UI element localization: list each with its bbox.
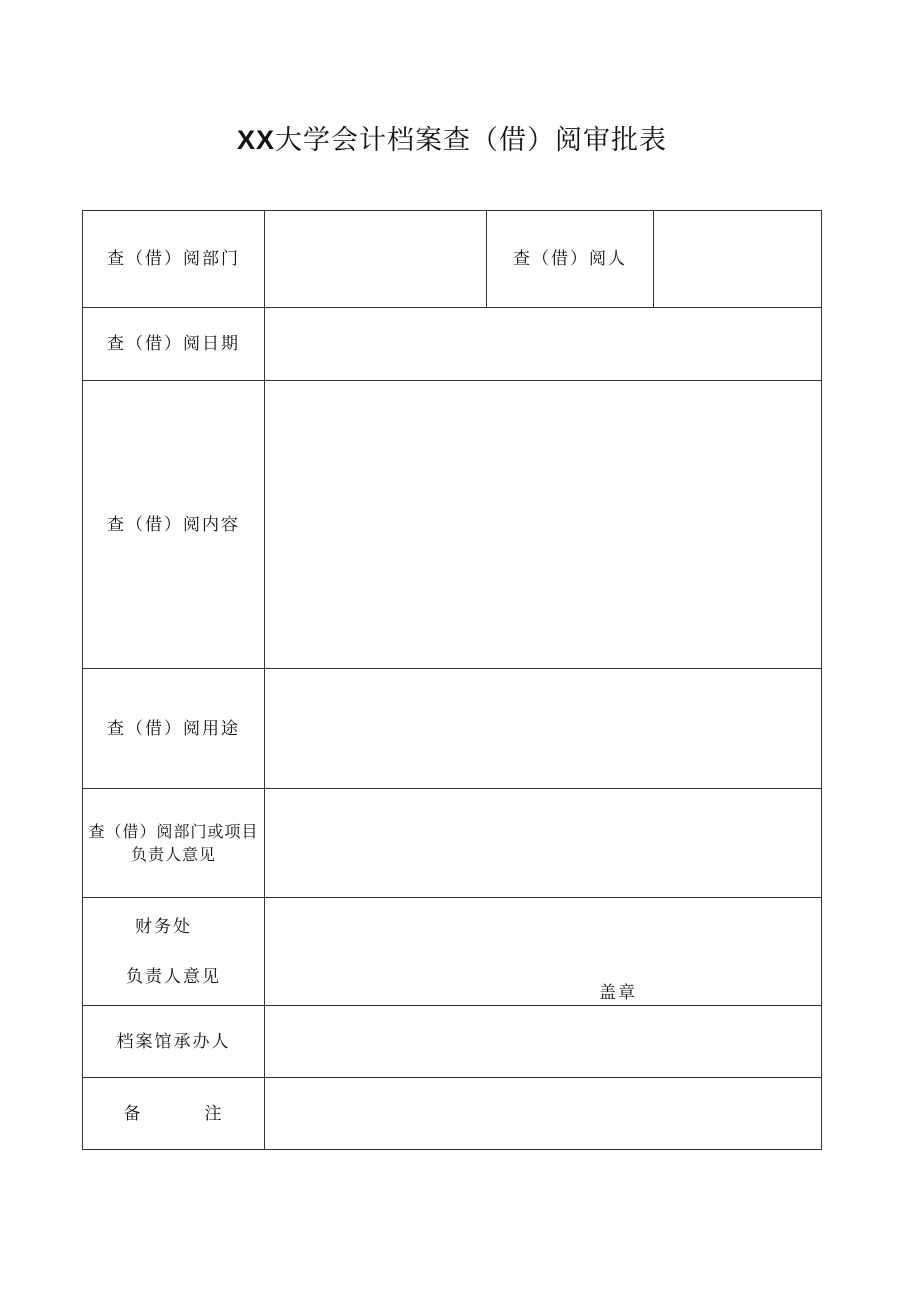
title-prefix: XX <box>236 125 276 155</box>
purpose-label: 查（借）阅用途 <box>83 669 265 789</box>
finance-opinion-field[interactable] <box>265 898 822 1006</box>
row-date <box>83 308 822 381</box>
date-field[interactable] <box>265 308 822 381</box>
stamp-label: 盖章 <box>599 983 637 1003</box>
dept-opinion-label: 查（借）阅部门或项目负责人意见 <box>83 789 265 898</box>
date-label: 查（借）阅日期 <box>83 308 265 381</box>
row-remark <box>83 1078 822 1150</box>
purpose-field[interactable] <box>265 669 822 789</box>
remark-field[interactable] <box>265 1078 822 1150</box>
dept-opinion-field[interactable] <box>265 789 822 898</box>
archive-handler-label: 档案馆承办人 <box>83 1006 265 1078</box>
content-field[interactable] <box>265 381 822 669</box>
page-title <box>0 118 904 157</box>
row-finance-opinion <box>83 898 822 1006</box>
department-label: 查（借）阅部门 <box>83 211 265 308</box>
remark-label-right: 注 <box>204 1103 224 1124</box>
title-main: 大学会计档案查（借）阅审批表 <box>275 125 668 156</box>
content-label: 查（借）阅内容 <box>83 381 265 669</box>
person-label: 查（借）阅人 <box>487 211 654 308</box>
person-field[interactable] <box>654 211 822 308</box>
finance-label-line1: 财务处 <box>135 916 192 937</box>
finance-label <box>83 898 265 1006</box>
row-archive-handler <box>83 1006 822 1078</box>
remark-label-left: 备 <box>123 1103 143 1124</box>
row-purpose <box>83 669 822 789</box>
approval-form-table <box>82 210 822 1150</box>
row-department <box>83 211 822 308</box>
row-content <box>83 381 822 669</box>
finance-label-line2: 负责人意见 <box>126 966 221 987</box>
remark-label <box>83 1078 265 1150</box>
row-dept-opinion <box>83 789 822 898</box>
archive-handler-field[interactable] <box>265 1006 822 1078</box>
department-field[interactable] <box>265 211 487 308</box>
